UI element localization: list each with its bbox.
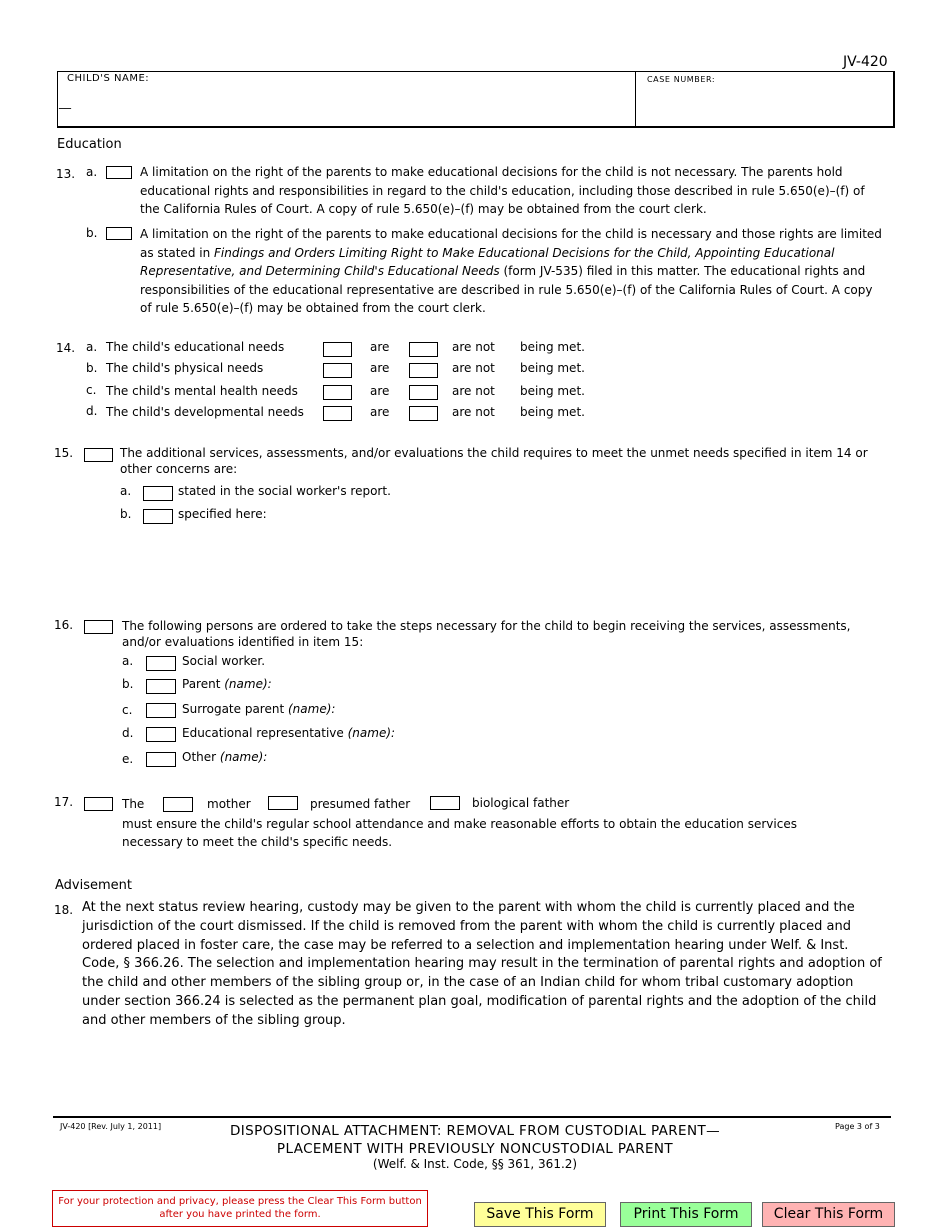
- item-14-letter: c.: [86, 383, 97, 397]
- form-title: [150, 1122, 800, 1158]
- being-met-label: being met.: [520, 384, 585, 398]
- advisement-heading: Advisement: [55, 878, 132, 893]
- item-18-number: 18.: [54, 903, 74, 917]
- parent-checkbox[interactable]: [146, 679, 176, 694]
- item-13-number: 13.: [56, 167, 76, 181]
- item-15b-text: specified here:: [178, 507, 267, 521]
- page-number: Page 3 of 3: [835, 1122, 880, 1131]
- are-not-checkbox[interactable]: [409, 363, 438, 378]
- item-15a-text: stated in the social worker's report.: [178, 484, 391, 498]
- item-17-the: The: [122, 797, 145, 811]
- are-label: are: [370, 384, 390, 398]
- parent-label: Parent: [182, 677, 225, 691]
- item-14-need: The child's educational needs: [106, 340, 285, 354]
- educational-representative-label: Educational representative: [182, 726, 348, 740]
- item-16-option-label: [182, 702, 335, 716]
- educational-representative-checkbox[interactable]: [146, 727, 176, 742]
- item-13a-text: A limitation on the right of the parents to make educational decisions for the child is not necessary. The parents hold educational rights and responsibilities in regard to the child's education, including those described in rule 5.650(e)–(f) of the California Rules of Court. A copy of rule 5.650(e)–(f) may be obtained from the court clerk.: [140, 165, 865, 217]
- item-13b-text-2: (form JV-535) filed in this matter. The educational rights and responsibilities of the educational representative are described in rule 5.650(e)–(f) of the California Rules of Court. A copy of rule 5.650(e)–(f) may be obtained from the court clerk.: [140, 264, 873, 316]
- item-16-letter: c.: [122, 703, 133, 717]
- save-button[interactable]: Save This Form: [474, 1202, 606, 1227]
- item-16-text: The following persons are ordered to take the steps necessary for the child to begin receiving the services, assessments, and/or evaluations identified in item 15:: [122, 619, 851, 649]
- other-checkbox[interactable]: [146, 752, 176, 767]
- item-17-number: 17.: [54, 795, 74, 809]
- item-17-checkbox[interactable]: [84, 797, 113, 811]
- are-label: are: [370, 340, 390, 354]
- item-14-letter: d.: [86, 404, 98, 418]
- footer-rule: [53, 1116, 891, 1118]
- item-15-text: The additional services, assessments, and/or evaluations the child requires to meet the unmet needs specified in item 14 or other concerns are:: [120, 446, 868, 476]
- mother-label: mother: [207, 797, 251, 811]
- surrogate-parent-label: Surrogate parent: [182, 702, 288, 716]
- item-15-number: 15.: [54, 446, 74, 460]
- presumed-father-checkbox[interactable]: [268, 796, 298, 810]
- presumed-father-label: presumed father: [310, 797, 411, 811]
- child-name-field[interactable]: __: [59, 95, 71, 109]
- item-16-option-label: [182, 750, 267, 764]
- item-13b-letter: b.: [86, 226, 98, 240]
- item-16-option-label: [182, 677, 272, 691]
- item-14-need: The child's physical needs: [106, 361, 264, 375]
- form-title-line-2: PLACEMENT WITH PREVIOUSLY NONCUSTODIAL PARENT: [276, 1141, 674, 1157]
- being-met-label: being met.: [520, 340, 585, 354]
- name-hint: (name):: [287, 702, 336, 716]
- are-not-checkbox[interactable]: [409, 385, 438, 400]
- item-16-number: 16.: [54, 618, 74, 632]
- item-14-number: 14.: [56, 341, 76, 355]
- item-15b-checkbox[interactable]: [143, 509, 173, 524]
- revision-date: JV-420 [Rev. July 1, 2011]: [60, 1122, 162, 1131]
- are-checkbox[interactable]: [323, 385, 352, 400]
- item-16-letter: d.: [122, 726, 134, 740]
- item-14-letter: b.: [86, 361, 98, 375]
- biological-father-checkbox[interactable]: [430, 796, 460, 810]
- name-hint: (name):: [224, 677, 272, 691]
- item-16-checkbox[interactable]: [84, 620, 113, 634]
- name-hint: (name):: [219, 750, 268, 764]
- item-13b-text: [140, 225, 885, 318]
- item-15b-specified-field[interactable]: [178, 528, 878, 608]
- child-name-label: CHILD'S NAME:: [67, 73, 150, 84]
- item-15b-letter: b.: [120, 507, 132, 521]
- item-16-letter: a.: [122, 654, 134, 668]
- are-label: are: [370, 361, 390, 375]
- item-15a-checkbox[interactable]: [143, 486, 173, 501]
- item-16-option-label: Social worker.: [182, 654, 266, 668]
- item-13b-text-1: A limitation on the right of the parents to make educational decisions for the child is necessary and those rights are limited as stated in: [140, 227, 882, 260]
- education-heading: Education: [57, 137, 122, 152]
- print-button[interactable]: Print This Form: [620, 1202, 752, 1227]
- are-not-label: are not: [452, 384, 495, 398]
- are-not-checkbox[interactable]: [409, 406, 438, 421]
- item-13a-letter: a.: [86, 165, 98, 179]
- being-met-label: being met.: [520, 361, 585, 375]
- item-16-letter: e.: [122, 752, 134, 766]
- case-number-label: CASE NUMBER:: [647, 75, 716, 84]
- item-14-need: The child's mental health needs: [106, 384, 298, 398]
- privacy-notice: For your protection and privacy, please press the Clear This Form button after you have printed the form.: [52, 1190, 428, 1227]
- surrogate-parent-checkbox[interactable]: [146, 703, 176, 718]
- social-worker-checkbox[interactable]: [146, 656, 176, 671]
- are-checkbox[interactable]: [323, 406, 352, 421]
- statute-citation: (Welf. & Inst. Code, §§ 361, 361.2): [372, 1157, 578, 1171]
- form-id: JV-420: [843, 54, 888, 70]
- item-15-checkbox[interactable]: [84, 448, 113, 462]
- biological-father-label: biological father: [472, 796, 570, 810]
- other-label: Other: [182, 750, 220, 764]
- mother-checkbox[interactable]: [163, 797, 193, 812]
- item-13b-form-title: Findings and Orders Limiting Right to Make Educational Decisions for the Child, Appointing Educational Representative, and Determining Child's Educational Needs: [140, 245, 835, 279]
- are-not-label: are not: [452, 405, 495, 419]
- item-14-letter: a.: [86, 340, 98, 354]
- are-checkbox[interactable]: [323, 342, 352, 357]
- item-16-letter: b.: [122, 677, 134, 691]
- are-not-label: are not: [452, 361, 495, 375]
- being-met-label: being met.: [520, 405, 585, 419]
- item-16-option-label: [182, 726, 395, 740]
- name-hint: (name):: [347, 726, 396, 740]
- are-checkbox[interactable]: [323, 363, 352, 378]
- item-14-need: The child's developmental needs: [106, 405, 304, 419]
- clear-button[interactable]: Clear This Form: [762, 1202, 895, 1227]
- case-number-field[interactable]: [640, 90, 890, 124]
- item-13a-checkbox[interactable]: [106, 166, 132, 179]
- item-18-text: At the next status review hearing, custody may be given to the parent with whom the child is currently placed and the jurisdiction of the court dismissed. If the child is removed from the parent with whom the child is currently placed and ordered placed in foster care, the case may be referred to a selection and implementation hearing under Welf. & Inst. Code, § 366.26. The selection and implementation hearing may result in the termination of parental rights and adoption of the child and other members of the sibling group or, in the case of an Indian child for whom tribal customary adoption under section 366.24 is selected as the permanent plan goal, modification of parental rights and the adoption of the child and other members of the sibling group.: [82, 900, 882, 1028]
- form-title-line-1: DISPOSITIONAL ATTACHMENT: REMOVAL FROM CUSTODIAL PARENT—: [229, 1123, 721, 1139]
- item-15a-letter: a.: [120, 484, 132, 498]
- are-not-label: are not: [452, 340, 495, 354]
- item-17-text: must ensure the child's regular school attendance and make reasonable efforts to obtain the education services necessary to meet the child's specific needs.: [122, 817, 797, 849]
- item-13b-checkbox[interactable]: [106, 227, 132, 240]
- are-not-checkbox[interactable]: [409, 342, 438, 357]
- header-divider: [635, 71, 636, 128]
- are-label: are: [370, 405, 390, 419]
